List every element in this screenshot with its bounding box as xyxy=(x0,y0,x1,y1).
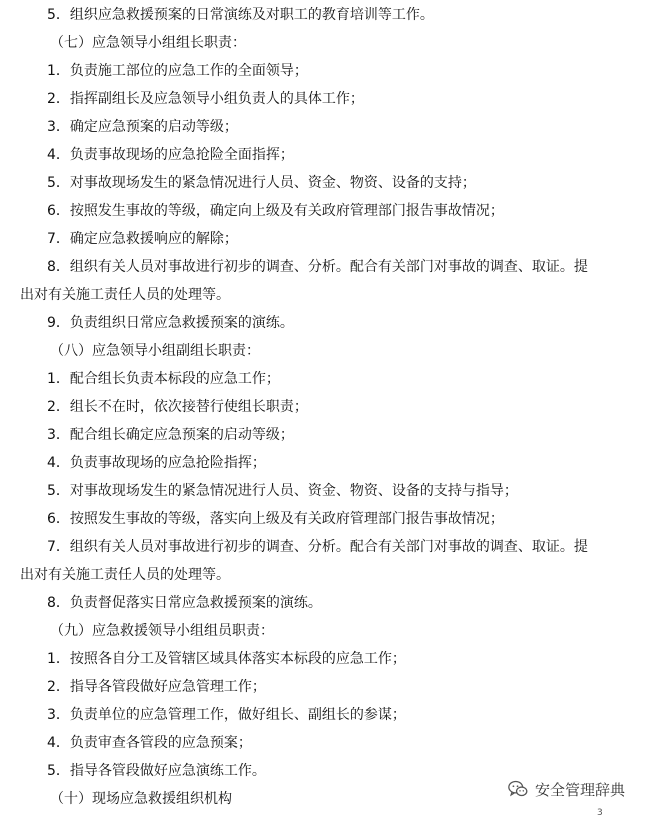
text-line: 3．负责单位的应急管理工作，做好组长、副组长的参谋； xyxy=(47,707,406,723)
text-line: 6．按照发生事故的等级，确定向上级及有关政府管理部门报告事故情况； xyxy=(47,203,504,219)
section-heading: （八）应急领导小组副组长职责： xyxy=(50,343,260,359)
text-line: 1．负责施工部位的应急工作的全面领导； xyxy=(47,63,308,79)
watermark xyxy=(507,778,625,800)
text-line: 7．确定应急救援响应的解除； xyxy=(47,231,238,247)
section-heading: （七）应急领导小组组长职责： xyxy=(50,35,246,51)
text-line: 9．负责组织日常应急救援预案的演练。 xyxy=(47,315,294,331)
watermark-text: 安全管理辞典 xyxy=(535,780,626,799)
page-number: 3 xyxy=(597,808,603,818)
text-line: 5．组织应急救援预案的日常演练及对职工的教育培训等工作。 xyxy=(47,7,434,23)
text-line: 2．指导各管段做好应急管理工作； xyxy=(47,679,266,695)
text-line: 8．负责督促落实日常应急救援预案的演练。 xyxy=(47,595,322,611)
text-line: 1．按照各自分工及管辖区域具体落实本标段的应急工作； xyxy=(47,651,406,667)
text-line: 6．按照发生事故的等级，落实向上级及有关政府管理部门报告事故情况； xyxy=(47,511,504,527)
text-line: 4．负责事故现场的应急抢险全面指挥； xyxy=(47,147,294,163)
text-line: 5．指导各管段做好应急演练工作。 xyxy=(47,763,266,779)
text-line: 出对有关施工责任人员的处理等。 xyxy=(20,287,230,303)
section-heading: （十）现场应急救援组织机构 xyxy=(50,791,232,807)
text-line: 4．负责审查各管段的应急预案； xyxy=(47,735,252,751)
text-line: 5．对事故现场发生的紧急情况进行人员、资金、物资、设备的支持； xyxy=(47,175,476,191)
text-line: 5．对事故现场发生的紧急情况进行人员、资金、物资、设备的支持与指导； xyxy=(47,483,518,499)
wechat-icon xyxy=(507,778,529,800)
text-line: 2．组长不在时，依次接替行使组长职责； xyxy=(47,399,308,415)
text-line: 3．确定应急预案的启动等级； xyxy=(47,119,238,135)
text-line: 1．配合组长负责本标段的应急工作； xyxy=(47,371,280,387)
text-line: 出对有关施工责任人员的处理等。 xyxy=(20,567,230,583)
text-line: 3．配合组长确定应急预案的启动等级； xyxy=(47,427,294,443)
section-heading: （九）应急救援领导小组组员职责： xyxy=(50,623,274,639)
text-line: 7．组织有关人员对事故进行初步的调查、分析。配合有关部门对事故的调查、取证。提 xyxy=(47,539,588,555)
text-line: 2．指挥副组长及应急领导小组负责人的具体工作； xyxy=(47,91,364,107)
text-line: 8．组织有关人员对事故进行初步的调查、分析。配合有关部门对事故的调查、取证。提 xyxy=(47,259,588,275)
text-line: 4．负责事故现场的应急抢险指挥； xyxy=(47,455,266,471)
